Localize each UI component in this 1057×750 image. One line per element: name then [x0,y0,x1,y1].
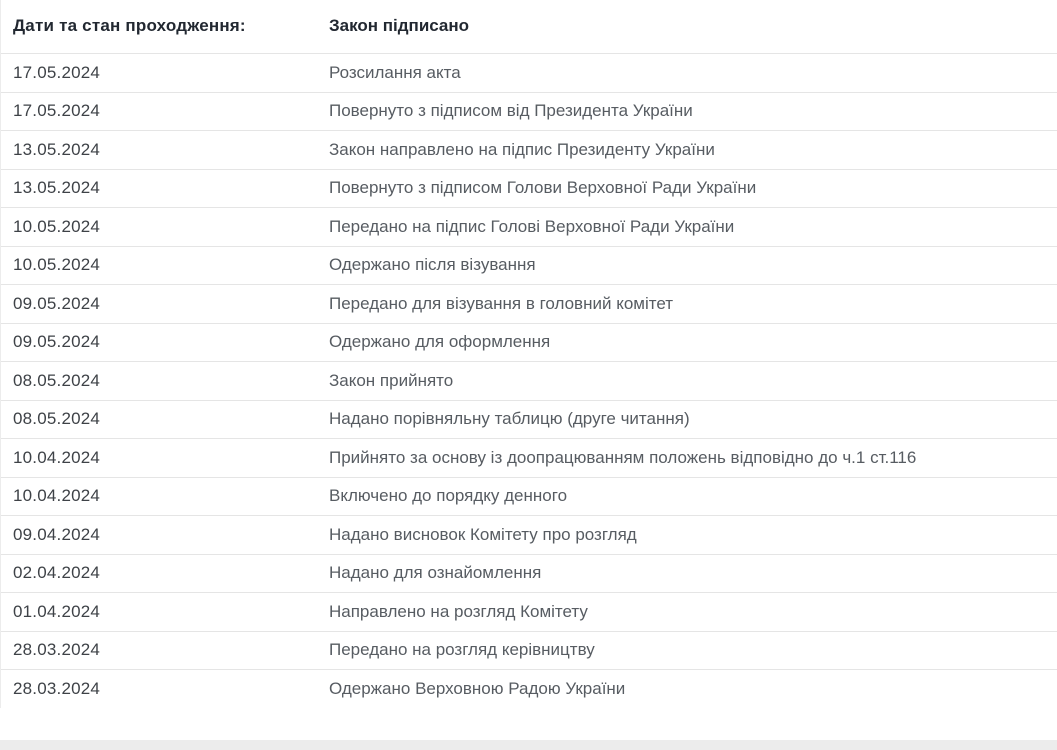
row-status: Закон направлено на підпис Президенту України [329,139,715,159]
row-status: Прийнято за основу із доопрацюванням положень відповідно до ч.1 ст.116 [329,447,917,467]
table-row [1,246,1057,285]
row-status: Закон прийнято [329,370,454,390]
table-row [1,631,1057,670]
table-row [1,592,1057,631]
table-row [1,400,1057,439]
row-date: 09.04.2024 [13,524,101,544]
table-row [1,207,1057,246]
footer-band [0,740,1057,750]
table-row [1,169,1057,208]
table-row [1,92,1057,131]
row-status: Повернуто з підписом від Президента України [329,101,693,121]
table-row [1,284,1057,323]
row-status: Надано висновок Комітету про розгляд [329,524,637,544]
row-date: 13.05.2024 [13,139,101,159]
table-row [1,53,1057,92]
table-row [1,515,1057,554]
row-date: 09.05.2024 [13,293,101,313]
table-row [1,323,1057,362]
row-date: 01.04.2024 [13,601,101,621]
row-status: Передано на розгляд керівництву [329,640,595,660]
table-row [1,669,1057,708]
row-date: 10.05.2024 [13,216,101,236]
row-date: 10.04.2024 [13,447,101,467]
row-status: Включено до порядку денного [329,486,568,506]
row-status: Повернуто з підписом Голови Верховної Ради України [329,178,757,198]
table-row [1,361,1057,400]
row-date: 28.03.2024 [13,640,101,660]
row-date: 28.03.2024 [13,678,101,698]
row-status: Надано порівняльну таблицю (друге читання) [329,409,690,429]
row-status: Направлено на розгляд Комітету [329,601,588,621]
row-status: Розсилання акта [329,62,461,82]
row-date: 02.04.2024 [13,563,101,583]
row-status: Передано для візування в головний комітет [329,293,674,313]
row-status: Одержано Верховною Радою України [329,678,626,698]
row-date: 10.05.2024 [13,255,101,275]
row-status: Надано для ознайомлення [329,563,542,583]
row-date: 08.05.2024 [13,409,101,429]
table-row [1,130,1057,169]
table-row [1,554,1057,593]
column-header-dates: Дати та стан проходження: [13,16,246,36]
row-date: 09.05.2024 [13,332,101,352]
row-status: Одержано для оформлення [329,332,551,352]
column-header-status: Закон підписано [329,16,470,36]
row-date: 13.05.2024 [13,178,101,198]
table-header-row [1,0,1057,53]
row-date: 10.04.2024 [13,486,101,506]
table-body [1,53,1057,708]
table-row [1,477,1057,516]
table-row [1,438,1057,477]
row-status: Передано на підпис Голові Верховної Ради України [329,216,735,236]
row-status: Одержано після візування [329,255,536,275]
row-date: 17.05.2024 [13,62,101,82]
row-date: 17.05.2024 [13,101,101,121]
row-date: 08.05.2024 [13,370,101,390]
